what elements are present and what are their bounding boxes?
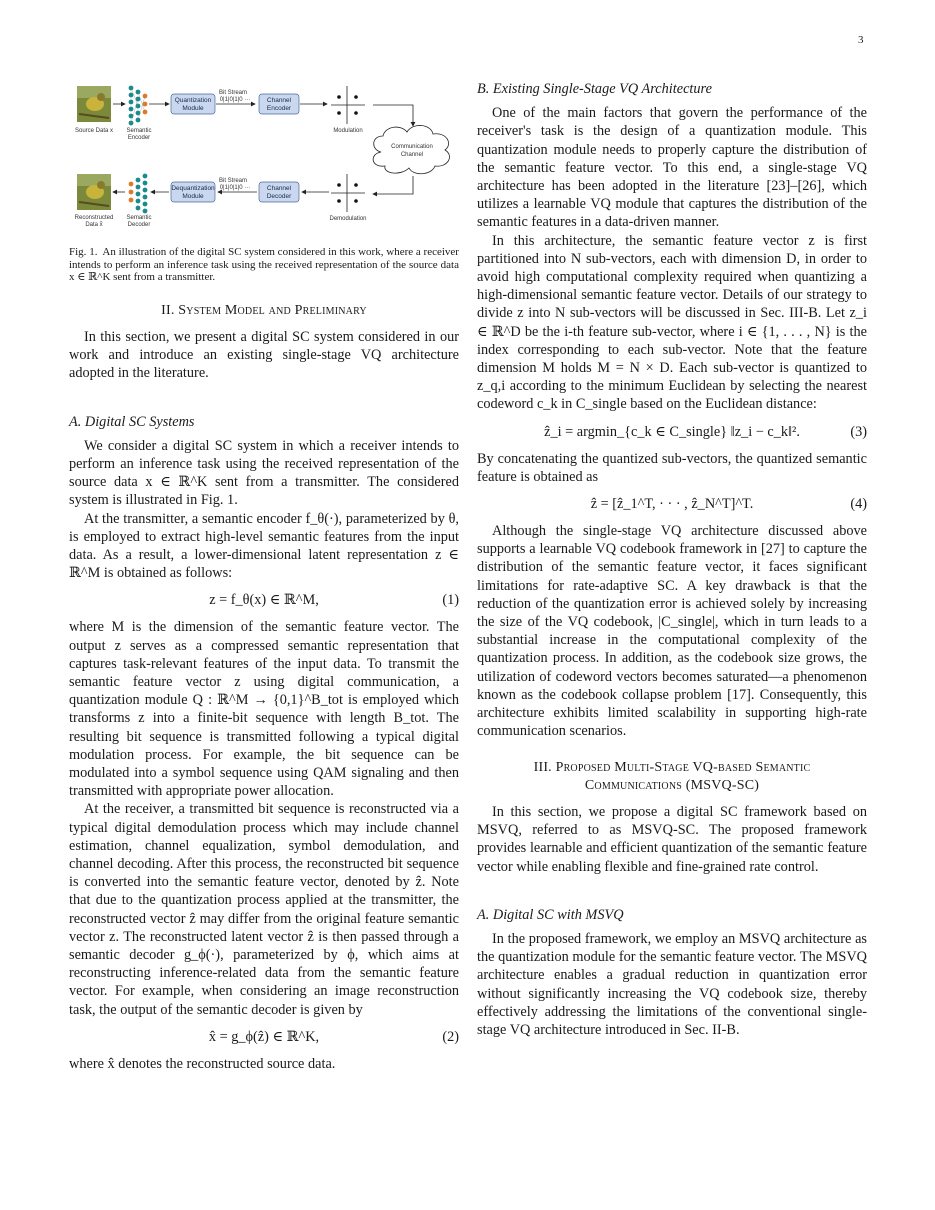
svg-text:Channel: Channel bbox=[266, 97, 292, 104]
svg-text:Channel: Channel bbox=[266, 185, 292, 192]
subsection-2a-title: A. Digital SC Systems bbox=[69, 413, 195, 430]
equation-4-body: ẑ = [ẑ_1^T, · · · , ẑ_N^T]^T. bbox=[590, 496, 754, 513]
figure-caption bbox=[69, 246, 459, 284]
svg-text:Module: Module bbox=[182, 193, 204, 200]
equation-2-body: x̂ = g_ϕ(ẑ) ∈ ℝ^K, bbox=[208, 1028, 320, 1045]
equation-1-body: z = f_θ(x) ∈ ℝ^M, bbox=[209, 592, 319, 609]
demodulation-label: Demodulation bbox=[329, 216, 367, 222]
encoder-label-2: Encoder bbox=[127, 135, 151, 141]
subsection-3a-title: A. Digital SC with MSVQ bbox=[477, 906, 624, 923]
paragraph-2a-4: At the receiver, a transmitted bit sequence is reconstructed via a typical digital demodulation process which may include channel estimation, channel equalization, symbol demodulation, and channel decoding. After this process, the reconstructed bit sequence is converted into the semantic feature vector, denoted by ẑ. Note that due to the quantization process applied at the transmitter, the reconstructed vector ẑ may differ from the original feature semantic vector z. The reconstructed latent vector ẑ is then passed through a semantic decoder g_ϕ(·), parameterized by ϕ, which aims at reconstructing inference-related data from the semantic feature vector. For example, when considering an image reconstruction task, the output of the semantic decoder is given by bbox=[69, 801, 459, 1018]
caption-text: An illustration of the digital SC system considered in this work, where a receiver intends to perform an inference task using the received representation of the source data x ∈ ℝ^K sent from a transmitter. bbox=[69, 246, 459, 284]
system-figure bbox=[69, 80, 459, 240]
section-2-title: II. System Model and Preliminary bbox=[161, 302, 367, 318]
equation-3 bbox=[477, 421, 867, 443]
encoder-label-1: Semantic bbox=[126, 128, 152, 134]
encoder-network-icon bbox=[129, 86, 148, 126]
bits-bottom: 0|1|0|1|0 ··· bbox=[219, 185, 251, 191]
svg-text:Data x̂: Data x̂ bbox=[85, 222, 103, 228]
equation-1 bbox=[69, 589, 459, 611]
equation-1-number: (1) bbox=[442, 592, 459, 609]
modulation-label: Modulation bbox=[333, 128, 363, 134]
paragraph-2b-4: Although the single-stage VQ architecture discussed above supports a learnable VQ codebook framework in [27] to capture the distribution of the semantic feature vector, it faces significant limitations for rate-adaptive SC. A key drawback is that the reduction of the quantization error is achieved solely by increasing the size of the VQ codebook, |C_single|, which in turn leads to a substantial increase in the computational complexity of the quantization process. In addition, as the codebook size grows, the utilization of codeword vectors becomes saturated—a phenomenon known as the codebook collapse problem [17]. Consequently, this architecture exhibits limited scalability in supporting high-rate communication scenarios. bbox=[477, 523, 867, 740]
svg-text:Dequantization: Dequantization bbox=[171, 185, 215, 192]
section-3-title-line2: Communications (MSVQ-SC) bbox=[584, 777, 760, 793]
svg-text:Communication: Communication bbox=[391, 144, 433, 150]
left-column bbox=[69, 80, 459, 1073]
paragraph-2b-3: By concatenating the quantized sub-vectors, the quantized semantic feature is obtained as bbox=[477, 450, 867, 485]
demodulation-constellation-icon bbox=[331, 174, 365, 212]
bitstream-label-top: Bit Stream bbox=[218, 90, 248, 96]
right-column bbox=[477, 80, 867, 1039]
equation-2-number: (2) bbox=[442, 1028, 459, 1045]
svg-text:Decoder: Decoder bbox=[266, 193, 292, 200]
source-image bbox=[77, 86, 111, 122]
paragraph-2b-1: One of the main factors that govern the performance of the receiver's task is the design of a quantization module. This quantization module needs to properly capture the distribution of the semantic feature vector. To this end, a single-stage VQ architecture has been adopted in the literature [23]–[26], which utilizes a learnable VQ module that captures the distribution of the semantic features in a data-driven manner. bbox=[477, 105, 867, 231]
bits-top: 0|1|0|1|0 ··· bbox=[219, 97, 251, 103]
modulation-constellation-icon bbox=[331, 86, 365, 124]
paragraph-2a-2: At the transmitter, a semantic encoder f_θ(·), parameterized by θ, is employed to extract high-level semantic features from the input data. As a result, a lower-dimensional latent representation z ∈ ℝ^M is obtained as follows: bbox=[69, 510, 459, 582]
paragraph-2a-3: where M is the dimension of the semantic feature vector. The output z serves as a compressed semantic representation that captures task-relevant features of the input data. To transmit the semantic feature vector z using digital communication, a quantization module Q : ℝ^M → {0,1}^B_tot is employed which transforms z into a finite-bit sequence with length B_tot. The resulting bit sequence is transmitted following a typical digital modulation process. For example, the bit sequence can be modulated into a symbol sequence using QAM signaling and then transmitted with appropriate power allocation. bbox=[69, 619, 459, 800]
equation-4-number: (4) bbox=[850, 496, 867, 513]
paragraph-2a-5: where x̂ denotes the reconstructed source data. bbox=[69, 1055, 336, 1072]
section-3-title-line1: III. Proposed Multi-Stage VQ-based Semantic bbox=[533, 759, 811, 775]
source-label: Source Data x bbox=[74, 128, 114, 134]
bitstream-label-bottom: Bit Stream bbox=[218, 178, 248, 184]
system-diagram bbox=[69, 80, 459, 240]
subsection-2b-title: B. Existing Single-Stage VQ Architecture bbox=[477, 81, 712, 97]
reconstructed-image bbox=[77, 174, 111, 210]
equation-2 bbox=[69, 1026, 459, 1048]
svg-text:Semantic: Semantic bbox=[126, 215, 152, 221]
svg-text:Module: Module bbox=[182, 105, 204, 112]
page-number: 3 bbox=[858, 34, 864, 46]
decoder-network-icon bbox=[129, 174, 148, 214]
svg-text:Reconstructed: Reconstructed bbox=[74, 215, 114, 221]
equation-4 bbox=[477, 493, 867, 515]
paragraph-2b-2: In this architecture, the semantic feature vector z is first partitioned into N sub-vectors, each with dimension D, in order to avoid high computational complexity required when quantizing a high-dimensional semantic feature vector. Details of our strategy to divide z into N sub-vectors will be discussed in Sec. III-B. Let z_i ∈ ℝ^D be the i-th feature sub-vector, where i ∈ {1, . . . , N} is the index corresponding to each sub-vector. Note that the feature dimension M holds M = N × D. Each sub-vector is quantized to z_q,i according to the minimum Euclidean by selecting the nearest codeword c_k in C_single based on the Euclidean distance: bbox=[477, 232, 867, 413]
section-2-intro: In this section, we present a digital SC system considered in our work and introduce an existing single-stage VQ architecture adopted in the literature. bbox=[69, 328, 459, 382]
svg-text:Decoder: Decoder bbox=[127, 222, 151, 228]
caption-label: Fig. 1. bbox=[69, 246, 98, 258]
svg-text:Quantization: Quantization bbox=[174, 97, 212, 104]
svg-text:Channel: Channel bbox=[400, 152, 424, 158]
paragraph-3a-1: In the proposed framework, we employ an MSVQ architecture as the quantization module for the semantic feature vector. The MSVQ architecture enables a gradual reduction in quantization error without significantly increasing the VQ codebook size, thereby effectively addressing the limitations of the conventional single-stage VQ architecture introduced in Sec. II-B. bbox=[477, 930, 867, 1038]
svg-text:Encoder: Encoder bbox=[266, 105, 292, 112]
section-3-intro: In this section, we propose a digital SC framework based on MSVQ, referred to as MSVQ-SC. The proposed framework provides learnable and efficient quantization of the semantic feature vector while enabling flexible and fine-grained rate control. bbox=[477, 803, 867, 875]
equation-3-number: (3) bbox=[850, 423, 867, 440]
equation-3-body: ẑ_i = argmin_{c_k ∈ C_single} ‖z_i − c_k‖². bbox=[544, 423, 800, 440]
paragraph-2a-1: We consider a digital SC system in which a receiver intends to perform an inference task using the received representation of the source data x ∈ ℝ^K sent from a transmitter. The considered system is illustrated in Fig. 1. bbox=[69, 437, 459, 509]
